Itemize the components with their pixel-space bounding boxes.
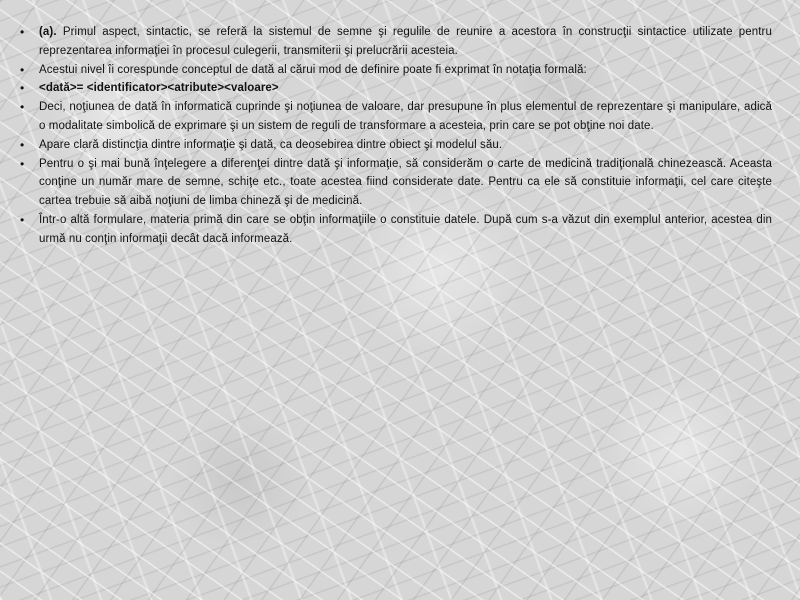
item-text: Într-o altă formulare, materia primă din care se obţin informaţiile o constituie datele. După cum s-a văzut din exemplul anterior, acestea din urmă nu conţin informaţii decât dacă informează. — [39, 213, 772, 245]
item-lead: (a). — [39, 26, 57, 38]
formal-notation: <dată>= <identificator><atribute><valoare> — [39, 82, 279, 95]
list-item — [20, 79, 772, 98]
item-text: Deci, noţiunea de dată în informatică cuprinde şi noţiunea de valoare, dar presupune în plus elementul de reprezentare şi manipulare, adică o modalitate simbolică de exprimare şi un sistem de reguli de transformare a acesteia, prin care se pot obţine noi date. — [39, 101, 772, 132]
item-text: Apare clară distincţia dintre informaţie şi dată, ca deosebirea dintre obiect şi modelul său. — [39, 138, 503, 151]
list-item — [20, 211, 772, 249]
item-text: Acestui nivel îi corespunde conceptul de dată al cărui mod de definire poate fi exprimat în notaţia formală: — [39, 63, 587, 76]
list-item — [20, 23, 772, 61]
list-item — [20, 155, 772, 211]
item-text: Pentru o şi mai bună înţelegere a diferenţei dintre dată şi informaţie, să considerăm o carte de medicină tradiţională chinezească. Aceasta conţine un număr mare de semne, schiţe etc., toate acestea fiind considerate date. Pentru ca ele să constituie informaţii, cel care citeşte cartea trebuie să aibă noţiuni de limba chineză şi de medicină. — [39, 157, 772, 208]
bullet-list — [20, 23, 772, 249]
slide-content — [20, 23, 772, 249]
list-item — [20, 136, 772, 155]
bullet-icon: • — [20, 137, 25, 152]
bullet-icon: • — [20, 62, 25, 77]
bullet-icon: • — [20, 25, 25, 39]
bullet-icon: • — [20, 212, 25, 227]
bullet-icon: • — [20, 156, 25, 171]
list-item — [20, 61, 772, 80]
bullet-icon: • — [20, 100, 25, 115]
list-item — [20, 98, 772, 136]
bullet-icon: • — [20, 81, 25, 96]
item-text: Primul aspect, sintactic, se referă la sistemul de semne şi regulile de reunire a acestora în construcţii sintactice utilizate pentru reprezentarea informaţiei în procesul culegerii, transmiterii şi prelucrării acesteia. — [39, 26, 772, 57]
